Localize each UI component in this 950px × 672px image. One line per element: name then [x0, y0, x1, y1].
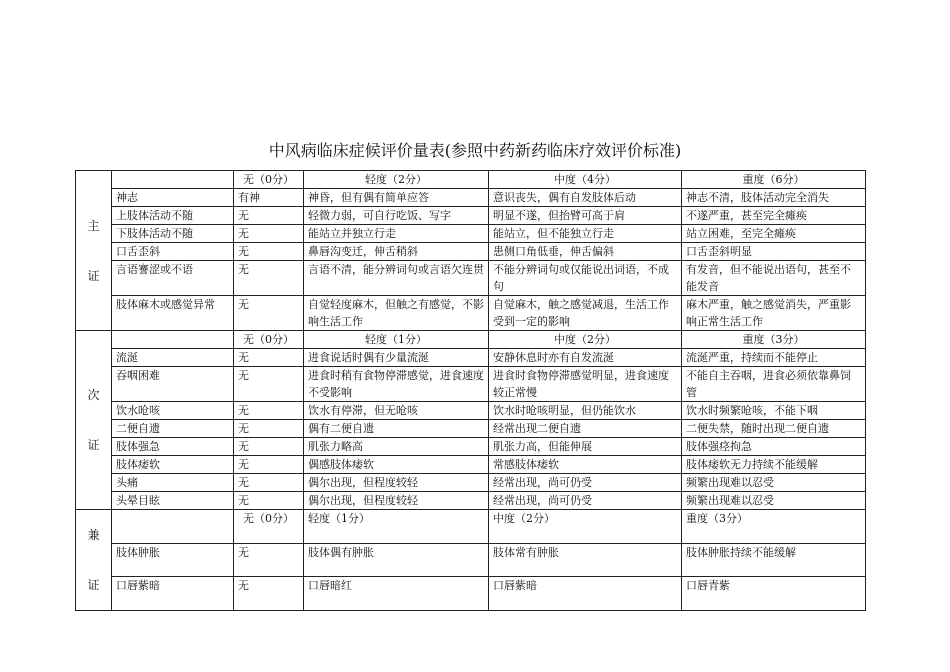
score-mild-cell: 自觉轻度麻木，但触之有感觉，不影响生活工作 [304, 296, 489, 331]
score-moderate-cell: 常感肢体痿软 [489, 456, 682, 474]
header-blank-cell [112, 510, 234, 544]
symptom-row [76, 438, 866, 456]
severity-header-cell: 轻度（1分） [304, 331, 489, 349]
score-mild-cell: 言语不清，能分辨词句或言语欠连贯 [304, 261, 489, 296]
score-severe-cell: 频繁出现难以忍受 [682, 492, 866, 510]
symptom-name-cell: 上肢体活动不随 [112, 207, 234, 225]
symptom-name-cell: 肢体痿软 [112, 456, 234, 474]
score-severe-cell: 不能自主吞咽，进食必须依靠鼻饲管 [682, 367, 866, 402]
symptom-name-cell: 神志 [112, 189, 234, 207]
group-label-char: 主 [87, 218, 100, 233]
score-severe-cell: 肢体强痉拘急 [682, 438, 866, 456]
score-moderate-cell: 进食时食物停滞感觉明显，进食速度较正常慢 [489, 367, 682, 402]
score-none-cell: 无 [234, 349, 304, 367]
severity-header-cell: 无（0分） [234, 510, 304, 544]
score-moderate-cell: 能站立，但不能独立行走 [489, 225, 682, 243]
symptom-row [76, 474, 866, 492]
group-label-char: 兼 [87, 528, 100, 542]
score-none-cell: 有神 [234, 189, 304, 207]
page-title: 中风病临床症候评价量表(参照中药新药临床疗效评价标准) [268, 141, 682, 160]
symptom-name-cell: 下肢体活动不随 [112, 225, 234, 243]
score-mild-cell: 神昏，但有偶有简单应答 [304, 189, 489, 207]
symptom-row [76, 402, 866, 420]
score-none-cell: 无 [234, 243, 304, 261]
score-severe-cell: 流涎严重，持续而不能停止 [682, 349, 866, 367]
severity-header-cell: 重度（6分） [682, 171, 866, 189]
severity-header-cell: 轻度（2分） [304, 171, 489, 189]
score-severe-cell: 口舌歪斜明显 [682, 243, 866, 261]
score-mild-cell: 能站立并独立行走 [304, 225, 489, 243]
score-severe-cell: 神志不清，肢体活动完全消失 [682, 189, 866, 207]
score-mild-cell: 饮水有停滞，但无呛咳 [304, 402, 489, 420]
score-moderate-cell: 经常出现，尚可仍受 [489, 474, 682, 492]
score-mild-cell: 进食说话时偶有少量流涎 [304, 349, 489, 367]
symptom-row [76, 207, 866, 225]
score-none-cell: 无 [234, 456, 304, 474]
secondary-syndrome-group-label [76, 331, 112, 510]
score-none-cell: 无 [234, 207, 304, 225]
symptom-name-cell: 肢体强急 [112, 438, 234, 456]
symptom-name-cell: 肢体肿胀 [112, 543, 234, 577]
severity-header-cell: 轻度（1分） [304, 510, 489, 544]
score-moderate-cell: 经常出现，尚可仍受 [489, 492, 682, 510]
symptom-row [76, 349, 866, 367]
score-severe-cell: 频繁出现难以忍受 [682, 474, 866, 492]
severity-header-cell: 中度（4分） [489, 171, 682, 189]
score-mild-cell: 偶感肢体痿软 [304, 456, 489, 474]
score-mild-cell: 鼻唇沟变迁，伸舌稍斜 [304, 243, 489, 261]
score-mild-cell: 偶有二便自遗 [304, 420, 489, 438]
score-moderate-cell: 肌张力高，但能伸展 [489, 438, 682, 456]
symptom-name-cell: 饮水呛咳 [112, 402, 234, 420]
score-none-cell: 无 [234, 225, 304, 243]
score-moderate-cell: 经常出现二便自遗 [489, 420, 682, 438]
score-mild-cell: 轻微力弱，可自行吃饭、写字 [304, 207, 489, 225]
score-severe-cell: 不遂严重，甚至完全瘫痪 [682, 207, 866, 225]
main-syndrome-header-row [76, 171, 866, 189]
score-mild-cell: 肢体偶有肿胀 [304, 543, 489, 577]
group-label-char: 次 [87, 388, 100, 402]
score-moderate-cell: 患侧口角低垂，伸舌偏斜 [489, 243, 682, 261]
symptom-row [76, 577, 866, 611]
group-label-char: 证 [87, 578, 100, 592]
symptom-row [76, 225, 866, 243]
score-severe-cell: 麻木严重，触之感觉消失，严重影响正常生活工作 [682, 296, 866, 331]
score-moderate-cell: 意识丧失，偶有自发肢体后动 [489, 189, 682, 207]
score-severe-cell: 有发音，但不能说出语句，甚至不能发音 [682, 261, 866, 296]
score-none-cell: 无 [234, 474, 304, 492]
score-none-cell: 无 [234, 261, 304, 296]
score-moderate-cell: 口唇紫暗 [489, 577, 682, 611]
symptom-name-cell: 头晕目眩 [112, 492, 234, 510]
score-moderate-cell: 饮水时呛咳明显，但仍能饮水 [489, 402, 682, 420]
score-none-cell: 无 [234, 296, 304, 331]
symptom-name-cell: 口唇紫暗 [112, 577, 234, 611]
score-moderate-cell: 安静休息时亦有自发流涎 [489, 349, 682, 367]
symptom-row [76, 189, 866, 207]
score-severe-cell: 二便失禁，随时出现二便自遗 [682, 420, 866, 438]
severity-header-cell: 中度（2分） [489, 510, 682, 544]
severity-header-cell: 重度（3分） [682, 510, 866, 544]
symptom-name-cell: 吞咽困难 [112, 367, 234, 402]
symptom-name-cell: 口舌歪斜 [112, 243, 234, 261]
severity-header-cell: 重度（3分） [682, 331, 866, 349]
score-mild-cell: 进食时稍有食物停滞感觉，进食速度不受影响 [304, 367, 489, 402]
score-severe-cell: 肢体肿胀持续不能缓解 [682, 543, 866, 577]
symptom-row [76, 296, 866, 331]
symptom-name-cell: 头痛 [112, 474, 234, 492]
concurrent-syndrome-header-row [76, 510, 866, 544]
severity-header-cell: 无（0分） [234, 171, 304, 189]
score-none-cell: 无 [234, 402, 304, 420]
symptom-name-cell: 流涎 [112, 349, 234, 367]
score-none-cell: 无 [234, 420, 304, 438]
severity-header-cell: 无（0分） [234, 331, 304, 349]
score-mild-cell: 偶尔出现，但程度较轻 [304, 474, 489, 492]
main-syndrome-group-label [76, 171, 112, 331]
severity-header-cell: 中度（2分） [489, 331, 682, 349]
score-none-cell: 无 [234, 438, 304, 456]
symptom-name-cell: 二便自遗 [112, 420, 234, 438]
header-blank-cell [112, 171, 234, 189]
score-moderate-cell: 明显不遂，但抬臂可高于肩 [489, 207, 682, 225]
symptom-row [76, 261, 866, 296]
syndrome-scale-table [75, 170, 866, 611]
score-severe-cell: 肢体痿软无力持续不能缓解 [682, 456, 866, 474]
secondary-syndrome-header-row [76, 331, 866, 349]
score-none-cell: 无 [234, 577, 304, 611]
symptom-name-cell: 言语謇涩或不语 [112, 261, 234, 296]
score-severe-cell: 站立困难，至完全瘫痪 [682, 225, 866, 243]
group-label-char: 证 [87, 268, 100, 283]
symptom-row [76, 367, 866, 402]
symptom-row [76, 420, 866, 438]
score-severe-cell: 饮水时频繁呛咳，不能下咽 [682, 402, 866, 420]
concurrent-syndrome-group-label [76, 510, 112, 611]
score-none-cell: 无 [234, 543, 304, 577]
score-mild-cell: 肌张力略高 [304, 438, 489, 456]
symptom-name-cell: 肢体麻木或感觉异常 [112, 296, 234, 331]
score-moderate-cell: 不能分辨词句或仅能说出词语，不成句 [489, 261, 682, 296]
symptom-row [76, 243, 866, 261]
score-none-cell: 无 [234, 367, 304, 402]
score-moderate-cell: 自觉麻木，触之感觉减退，生活工作受到一定的影响 [489, 296, 682, 331]
score-none-cell: 无 [234, 492, 304, 510]
score-severe-cell: 口唇青紫 [682, 577, 866, 611]
symptom-row [76, 492, 866, 510]
group-label-char: 证 [87, 438, 100, 452]
score-moderate-cell: 肢体常有肿胀 [489, 543, 682, 577]
score-mild-cell: 口唇暗红 [304, 577, 489, 611]
symptom-row [76, 456, 866, 474]
header-blank-cell [112, 331, 234, 349]
score-mild-cell: 偶尔出现，但程度较轻 [304, 492, 489, 510]
symptom-row [76, 543, 866, 577]
